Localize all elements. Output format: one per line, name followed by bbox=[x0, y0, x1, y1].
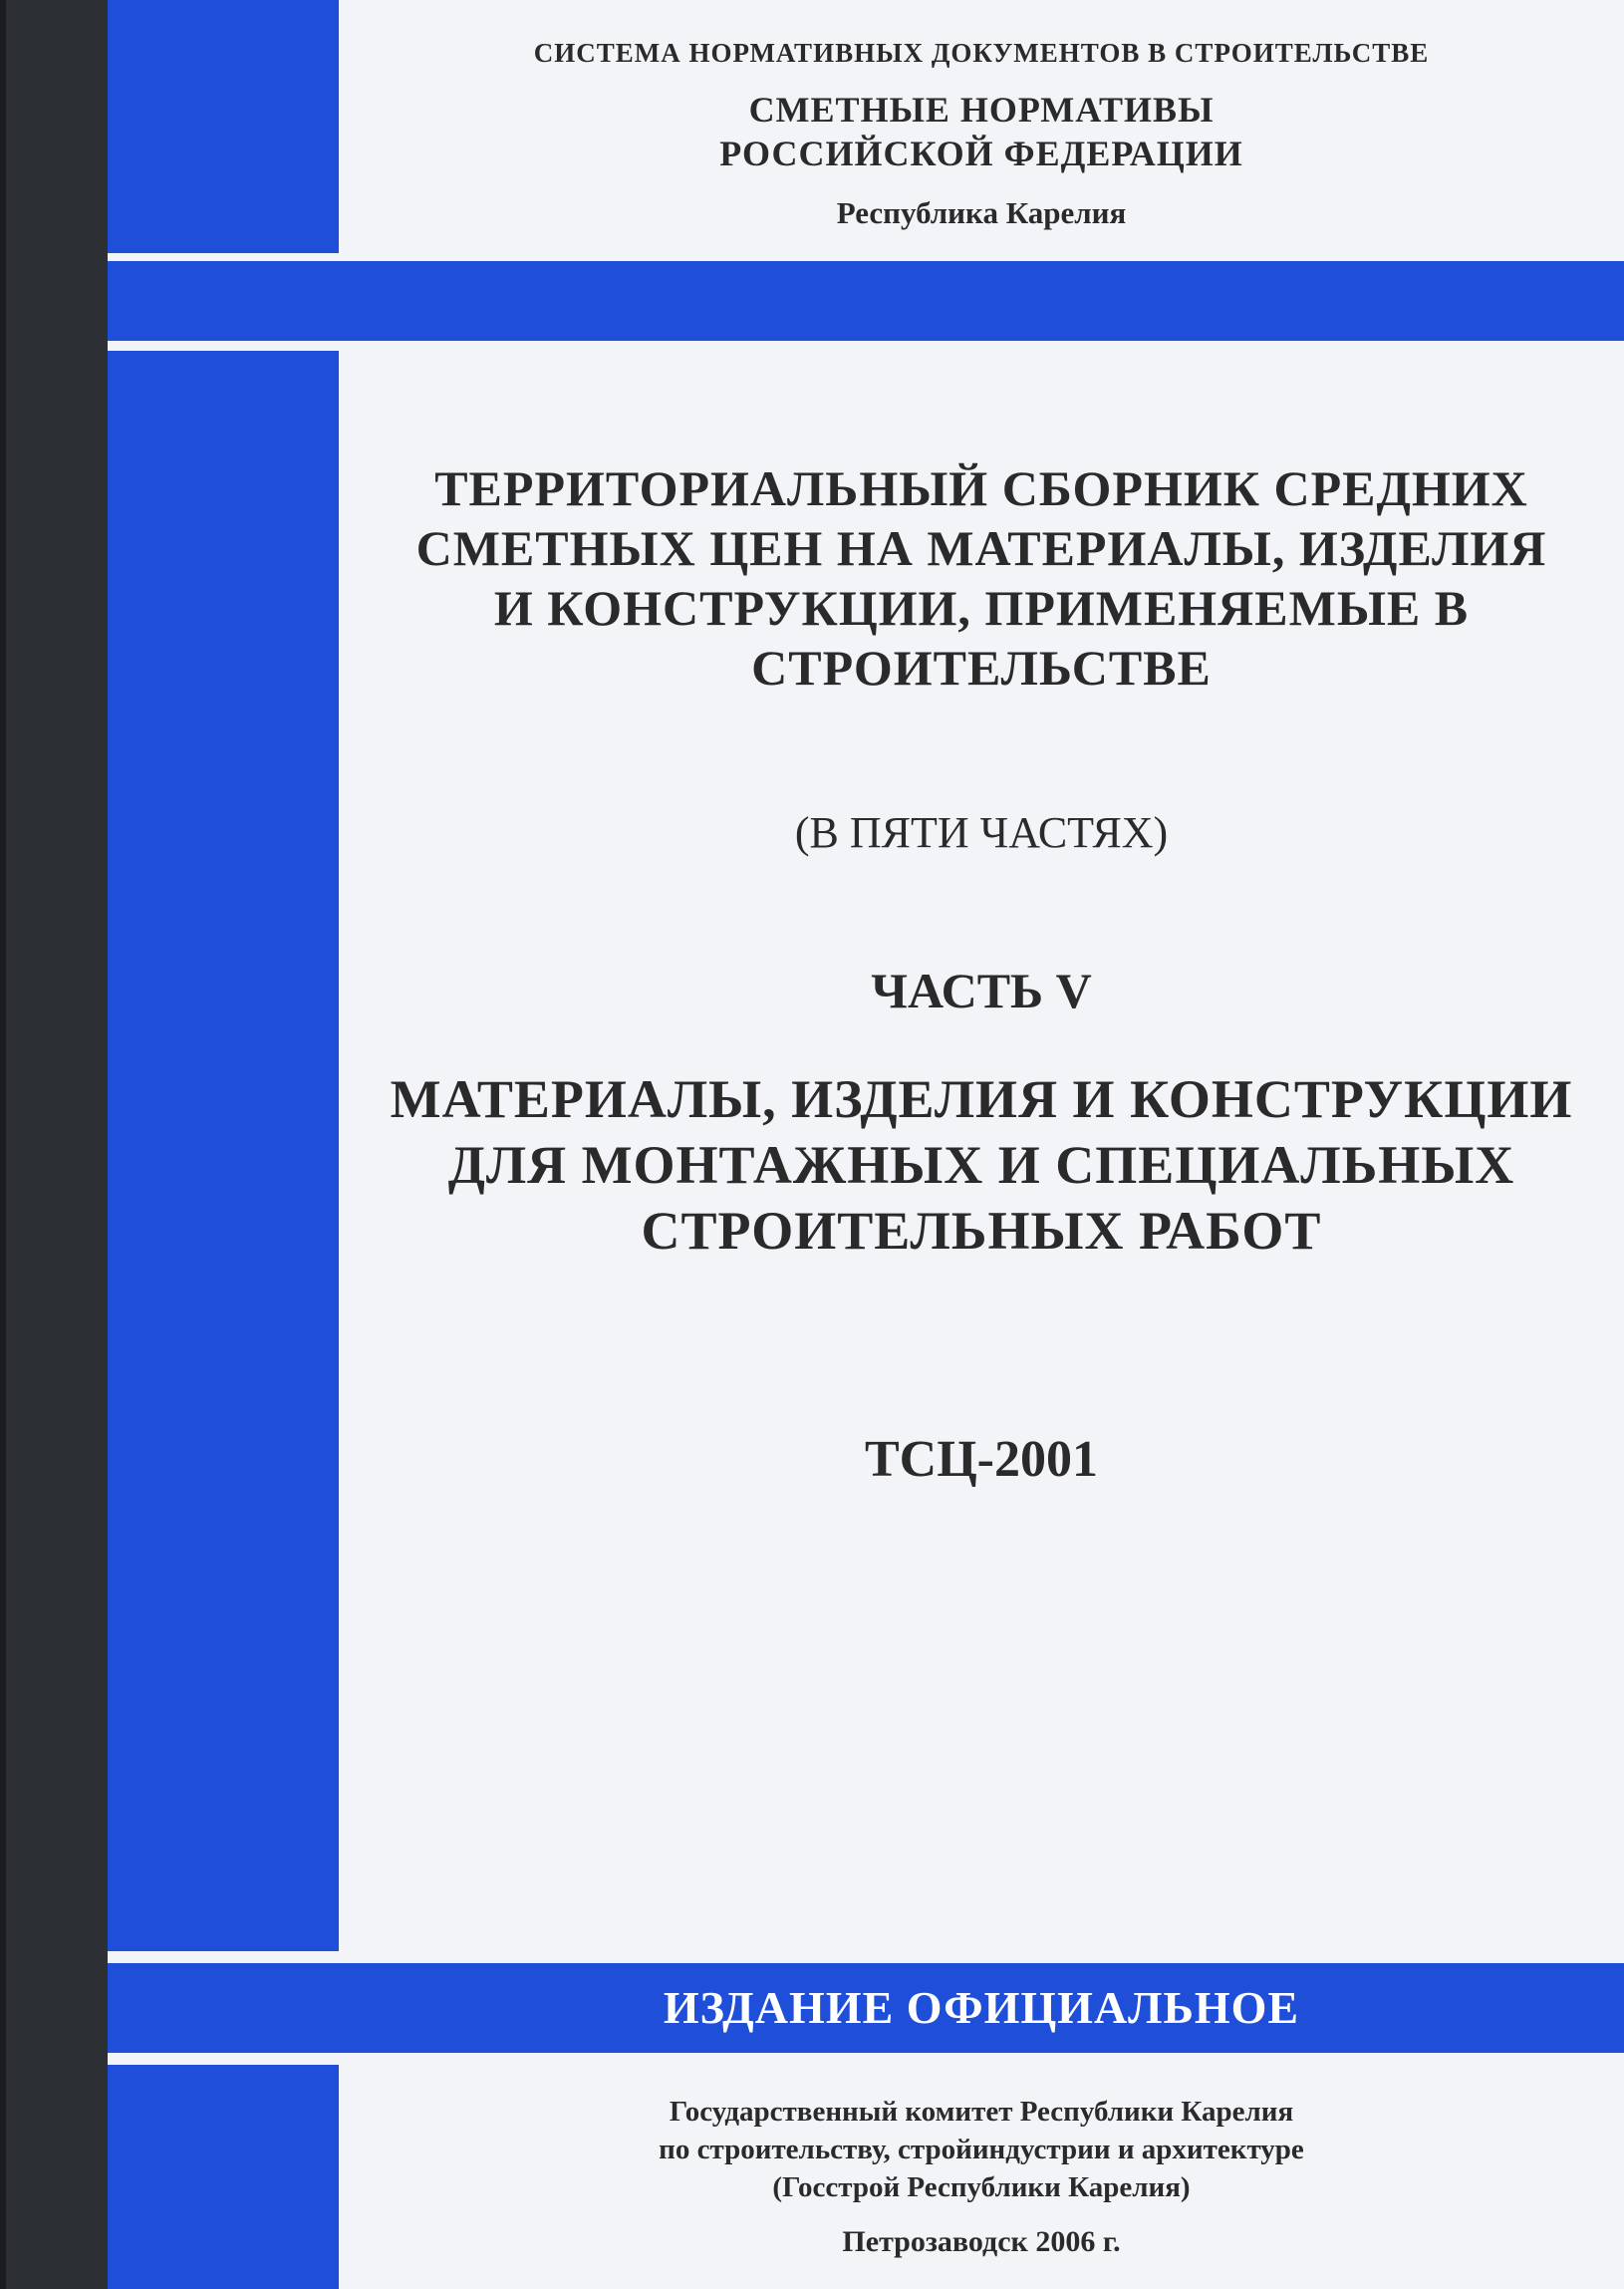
publisher-line: (Госстрой Республики Карелия) bbox=[772, 2171, 1191, 2203]
norms-heading bbox=[339, 88, 1624, 175]
publisher bbox=[339, 2093, 1624, 2206]
document-code: ТСЦ-2001 bbox=[865, 1431, 1098, 1488]
parts-note: (В ПЯТИ ЧАСТЯХ) bbox=[794, 808, 1169, 857]
title-line: ТЕРРИТОРИАЛЬНЫЙ СБОРНИК СРЕДНИХ bbox=[434, 460, 1528, 516]
bar-gap bbox=[108, 1951, 339, 1963]
top-blue-band bbox=[108, 261, 1624, 341]
title-line: И КОНСТРУКЦИИ, ПРИМЕНЯЕМЫЕ В bbox=[493, 580, 1470, 636]
series-title: СИСТЕМА НОРМАТИВНЫХ ДОКУМЕНТОВ В СТРОИТЕЛЬСТВЕ bbox=[533, 38, 1430, 68]
part-number: ЧАСТЬ V bbox=[871, 963, 1092, 1018]
publisher-line: Государственный комитет Республики Карелия bbox=[669, 2096, 1294, 2128]
spine-edge bbox=[0, 0, 6, 2289]
bar-gap bbox=[108, 253, 339, 261]
book-spine bbox=[0, 0, 108, 2289]
bar-gap bbox=[108, 2053, 339, 2065]
title-line: СМЕТНЫХ ЦЕН НА МАТЕРИАЛЫ, ИЗДЕЛИЯ bbox=[415, 520, 1547, 576]
city-year: Петрозаводск 2006 г. bbox=[842, 2225, 1121, 2258]
title-line: СТРОИТЕЛЬСТВЕ bbox=[751, 640, 1212, 696]
bar-gap bbox=[108, 341, 339, 351]
part-title-line: ДЛЯ МОНТАЖНЫХ И СПЕЦИАЛЬНЫХ bbox=[447, 1135, 1515, 1195]
part-title-line: СТРОИТЕЛЬНЫХ РАБОТ bbox=[641, 1201, 1322, 1261]
norms-line: РОССИЙСКОЙ ФЕДЕРАЦИИ bbox=[719, 134, 1243, 173]
part-title-line: МАТЕРИАЛЫ, ИЗДЕЛИЯ И КОНСТРУКЦИИ bbox=[390, 1069, 1573, 1129]
edition-label: ИЗДАНИЕ ОФИЦИАЛЬНОЕ bbox=[663, 1982, 1300, 2033]
region-name: Республика Карелия bbox=[836, 195, 1127, 230]
main-title bbox=[339, 458, 1624, 698]
publisher-line: по строительству, стройиндустрии и архитектуре bbox=[659, 2134, 1304, 2165]
part-title bbox=[339, 1066, 1624, 1264]
norms-line: СМЕТНЫЕ НОРМАТИВЫ bbox=[748, 90, 1215, 130]
